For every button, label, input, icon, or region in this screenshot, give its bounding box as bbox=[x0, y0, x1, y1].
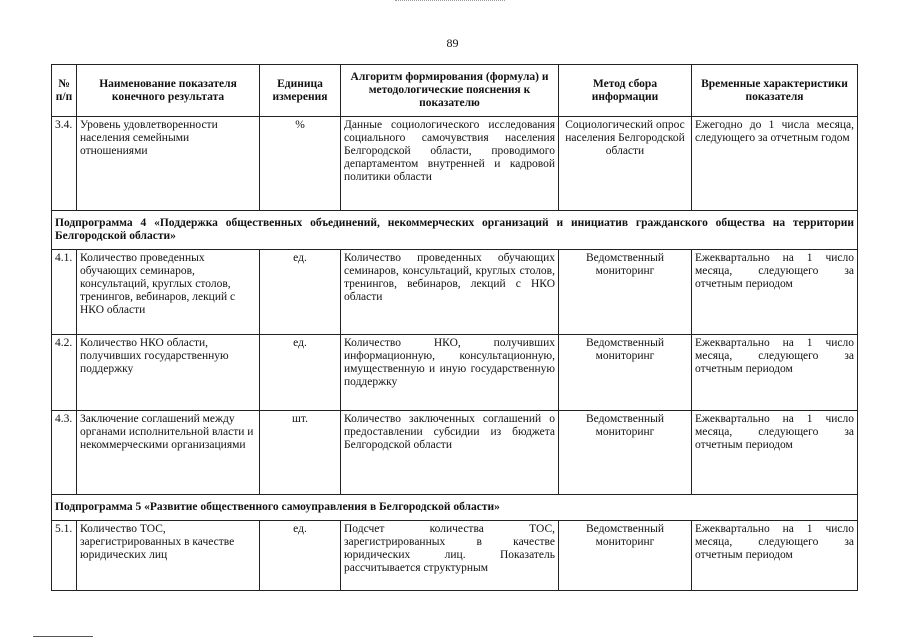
header-algo: Алгоритм формирования (формула) и методологические пояснения к показателю bbox=[341, 65, 559, 117]
cell-name: Количество ТОС, зарегистрированных в качестве юридических лиц bbox=[77, 521, 260, 591]
table-row bbox=[52, 411, 858, 495]
header-method: Метод сбора информации bbox=[559, 65, 692, 117]
cell-time: Ежеквартально на 1 число месяца, следующего за отчетным периодом bbox=[692, 250, 858, 335]
cell-time: Ежеквартально на 1 число месяца, следующего за отчетным периодом bbox=[692, 411, 858, 495]
top-scan-line bbox=[395, 0, 505, 2]
page-number: 89 bbox=[446, 36, 459, 50]
header-row bbox=[52, 65, 858, 117]
cell-time: Ежегодно до 1 числа месяца, следующего за отчетным годом bbox=[692, 117, 858, 211]
cell-method: Ведомственный мониторинг bbox=[559, 250, 692, 335]
cell-name: Количество НКО области, получивших государственную поддержку bbox=[77, 335, 260, 411]
header-num: № п/п bbox=[52, 65, 77, 117]
cell-unit: ед. bbox=[260, 521, 341, 591]
indicators-table bbox=[51, 64, 858, 591]
header-time: Временные характеристики показателя bbox=[692, 65, 858, 117]
cell-method: Ведомственный мониторинг bbox=[559, 411, 692, 495]
cell-algo: Количество НКО, получивших информационную, консультационную, имущественную и иную государственную поддержку bbox=[341, 335, 559, 411]
table-row bbox=[52, 521, 858, 591]
cell-num: 4.1. bbox=[52, 250, 77, 335]
subprogram-5-title: Подпрограмма 5 «Развитие общественного самоуправления в Белгородской области» bbox=[52, 495, 858, 521]
cell-name: Заключение соглашений между органами исполнительной власти и некоммерческими организациями bbox=[77, 411, 260, 495]
table-row bbox=[52, 335, 858, 411]
cell-time: Ежеквартально на 1 число месяца, следующего за отчетным периодом bbox=[692, 521, 858, 591]
cell-name: Уровень удовлетворенности населения семейными отношениями bbox=[77, 117, 260, 211]
header-name: Наименование показателя конечного результата bbox=[77, 65, 260, 117]
cell-name: Количество проведенных обучающих семинаров, консультаций, круглых столов, тренингов, вебинаров, лекций с НКО области bbox=[77, 250, 260, 335]
cell-unit: ед. bbox=[260, 335, 341, 411]
cell-method: Ведомственный мониторинг bbox=[559, 521, 692, 591]
cell-unit: % bbox=[260, 117, 341, 211]
cell-algo: Количество проведенных обучающих семинаров, консультаций, круглых столов, тренингов, вебинаров, лекций с НКО области bbox=[341, 250, 559, 335]
subprogram-row bbox=[52, 211, 858, 250]
table-row bbox=[52, 250, 858, 335]
bottom-scan-line bbox=[33, 636, 93, 637]
cell-unit: ед. bbox=[260, 250, 341, 335]
cell-method: Социологический опрос населения Белгородской области bbox=[559, 117, 692, 211]
cell-method: Ведомственный мониторинг bbox=[559, 335, 692, 411]
subprogram-row bbox=[52, 495, 858, 521]
cell-num: 3.4. bbox=[52, 117, 77, 211]
header-unit: Единица измерения bbox=[260, 65, 341, 117]
cell-algo: Подсчет количества ТОС, зарегистрированных в качестве юридических лиц. Показатель рассчитывается структурным bbox=[341, 521, 559, 591]
cell-time: Ежеквартально на 1 число месяца, следующего за отчетным периодом bbox=[692, 335, 858, 411]
subprogram-4-title: Подпрограмма 4 «Поддержка общественных объединений, некоммерческих организаций и инициатив гражданского общества на территории Белгородской области» bbox=[52, 211, 858, 250]
cell-num: 5.1. bbox=[52, 521, 77, 591]
cell-num: 4.2. bbox=[52, 335, 77, 411]
cell-algo: Количество заключенных соглашений о предоставлении субсидии из бюджета Белгородской области bbox=[341, 411, 559, 495]
cell-unit: шт. bbox=[260, 411, 341, 495]
table-row bbox=[52, 117, 858, 211]
cell-algo: Данные социологического исследования социального самочувствия населения Белгородской области, проводимого департаментом внутренней и кадровой политики области bbox=[341, 117, 559, 211]
cell-num: 4.3. bbox=[52, 411, 77, 495]
